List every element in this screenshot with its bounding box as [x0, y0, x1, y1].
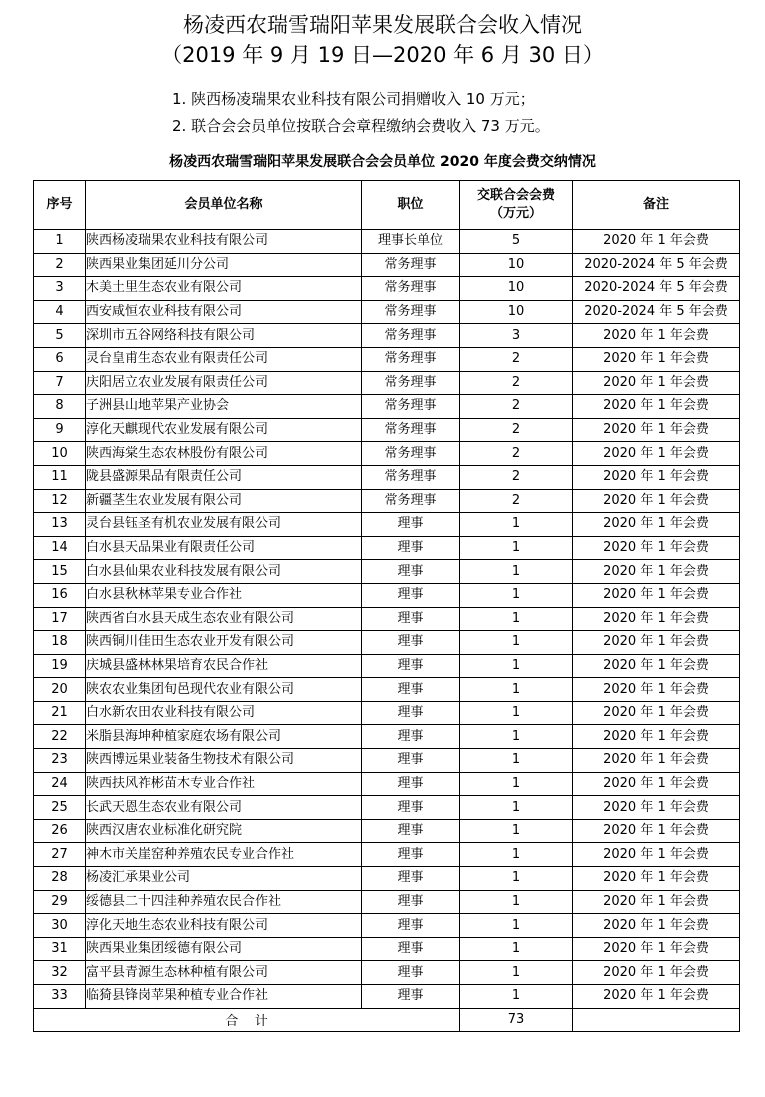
- cell-fee: 2: [460, 347, 573, 371]
- cell-fee: 1: [460, 914, 573, 938]
- cell-fee: 2: [460, 489, 573, 513]
- cell-note: 2020 年 1 年会费: [573, 513, 740, 537]
- cell-member-name: 陕西果业集团绥德有限公司: [86, 937, 362, 961]
- cell-no: 8: [34, 395, 86, 419]
- table-row: [34, 324, 740, 348]
- membership-fee-table: [33, 180, 740, 1032]
- cell-fee: 1: [460, 772, 573, 796]
- table-row: [34, 465, 740, 489]
- table-row: [34, 772, 740, 796]
- table-row: [34, 961, 740, 985]
- cell-member-name: 陕西铜川佳田生态农业开发有限公司: [86, 631, 362, 655]
- cell-note: 2020 年 1 年会费: [573, 654, 740, 678]
- cell-note: 2020-2024 年 5 年会费: [573, 277, 740, 301]
- cell-no: 9: [34, 418, 86, 442]
- cell-role: 理事: [362, 772, 460, 796]
- cell-fee: 1: [460, 867, 573, 891]
- table-row: [34, 277, 740, 301]
- cell-note: 2020 年 1 年会费: [573, 607, 740, 631]
- table-row: [34, 678, 740, 702]
- cell-fee: 1: [460, 678, 573, 702]
- cell-note: 2020 年 1 年会费: [573, 230, 740, 254]
- cell-fee: 1: [460, 985, 573, 1009]
- cell-no: 13: [34, 513, 86, 537]
- cell-role: 理事: [362, 678, 460, 702]
- table-caption: 杨凌西农瑞雪瑞阳苹果发展联合会会员单位 2020 年度会费交纳情况: [169, 154, 596, 170]
- cell-no: 26: [34, 819, 86, 843]
- cell-member-name: 木美土里生态农业有限公司: [86, 277, 362, 301]
- cell-role: 常务理事: [362, 277, 460, 301]
- cell-fee: 1: [460, 631, 573, 655]
- cell-note: 2020 年 1 年会费: [573, 890, 740, 914]
- cell-role: 常务理事: [362, 253, 460, 277]
- cell-fee: 1: [460, 701, 573, 725]
- cell-role: 常务理事: [362, 465, 460, 489]
- cell-member-name: 米脂县海坤种植家庭农场有限公司: [86, 725, 362, 749]
- cell-fee: 3: [460, 324, 573, 348]
- cell-fee: 10: [460, 277, 573, 301]
- cell-role: 理事: [362, 583, 460, 607]
- cell-no: 7: [34, 371, 86, 395]
- total-note: [573, 1008, 740, 1031]
- cell-member-name: 长武天恩生态农业有限公司: [86, 796, 362, 820]
- table-header-row: [34, 181, 740, 230]
- cell-member-name: 富平县青源生态林种植有限公司: [86, 961, 362, 985]
- cell-note: 2020 年 1 年会费: [573, 843, 740, 867]
- cell-role: 常务理事: [362, 324, 460, 348]
- cell-no: 19: [34, 654, 86, 678]
- table-row: [34, 300, 740, 324]
- cell-no: 25: [34, 796, 86, 820]
- cell-fee: 1: [460, 607, 573, 631]
- cell-note: 2020 年 1 年会费: [573, 867, 740, 891]
- cell-member-name: 庆阳居立农业发展有限责任公司: [86, 371, 362, 395]
- cell-member-name: 陕西海棠生态农林股份有限公司: [86, 442, 362, 466]
- cell-note: 2020 年 1 年会费: [573, 583, 740, 607]
- cell-note: 2020 年 1 年会费: [573, 914, 740, 938]
- cell-fee: 1: [460, 560, 573, 584]
- cell-member-name: 陕农农业集团旬邑现代农业有限公司: [86, 678, 362, 702]
- cell-member-name: 西安咸恒农业科技有限公司: [86, 300, 362, 324]
- cell-note: 2020 年 1 年会费: [573, 701, 740, 725]
- cell-fee: 1: [460, 937, 573, 961]
- table-row: [34, 796, 740, 820]
- cell-no: 1: [34, 230, 86, 254]
- table-row: [34, 819, 740, 843]
- cell-member-name: 白水县秋林苹果专业合作社: [86, 583, 362, 607]
- cell-no: 17: [34, 607, 86, 631]
- table-row: [34, 890, 740, 914]
- cell-no: 29: [34, 890, 86, 914]
- cell-no: 4: [34, 300, 86, 324]
- cell-no: 21: [34, 701, 86, 725]
- header-no: 序号: [34, 181, 86, 230]
- cell-role: 常务理事: [362, 489, 460, 513]
- table-row: [34, 914, 740, 938]
- cell-fee: 1: [460, 796, 573, 820]
- cell-member-name: 深圳市五谷网络科技有限公司: [86, 324, 362, 348]
- cell-note: 2020-2024 年 5 年会费: [573, 253, 740, 277]
- cell-no: 28: [34, 867, 86, 891]
- table-row: [34, 843, 740, 867]
- income-note: 2. 联合会会员单位按联合会章程缴纳会费收入 73 万元。: [172, 117, 550, 135]
- cell-role: 理事: [362, 867, 460, 891]
- header-fee-line2: （万元）: [489, 206, 542, 221]
- cell-no: 16: [34, 583, 86, 607]
- cell-role: 理事: [362, 654, 460, 678]
- cell-fee: 10: [460, 300, 573, 324]
- cell-member-name: 淳化天麒现代农业发展有限公司: [86, 418, 362, 442]
- table-row: [34, 631, 740, 655]
- cell-note: 2020 年 1 年会费: [573, 395, 740, 419]
- cell-fee: 1: [460, 890, 573, 914]
- cell-role: 理事: [362, 961, 460, 985]
- cell-note: 2020 年 1 年会费: [573, 819, 740, 843]
- cell-member-name: 子洲县山地苹果产业协会: [86, 395, 362, 419]
- cell-member-name: 临猗县锋岗苹果种植专业合作社: [86, 985, 362, 1009]
- cell-no: 27: [34, 843, 86, 867]
- header-note: 备注: [573, 181, 740, 230]
- table-row: [34, 985, 740, 1009]
- cell-no: 20: [34, 678, 86, 702]
- table-row: [34, 560, 740, 584]
- cell-role: 理事: [362, 796, 460, 820]
- cell-note: 2020-2024 年 5 年会费: [573, 300, 740, 324]
- cell-fee: 2: [460, 465, 573, 489]
- table-row: [34, 725, 740, 749]
- cell-note: 2020 年 1 年会费: [573, 418, 740, 442]
- cell-note: 2020 年 1 年会费: [573, 796, 740, 820]
- cell-role: 理事: [362, 914, 460, 938]
- cell-role: 常务理事: [362, 347, 460, 371]
- cell-no: 22: [34, 725, 86, 749]
- cell-no: 33: [34, 985, 86, 1009]
- cell-member-name: 陕西汉唐农业标准化研究院: [86, 819, 362, 843]
- table-row: [34, 347, 740, 371]
- cell-note: 2020 年 1 年会费: [573, 725, 740, 749]
- cell-role: 理事: [362, 536, 460, 560]
- cell-member-name: 新疆茎生农业发展有限公司: [86, 489, 362, 513]
- document-period: （2019 年 9 月 19 日—2020 年 6 月 30 日）: [161, 43, 604, 67]
- cell-note: 2020 年 1 年会费: [573, 678, 740, 702]
- cell-role: 常务理事: [362, 300, 460, 324]
- cell-member-name: 灵台皇甫生态农业有限责任公司: [86, 347, 362, 371]
- cell-no: 23: [34, 749, 86, 773]
- table-row: [34, 513, 740, 537]
- total-label: 合 计: [34, 1008, 460, 1031]
- cell-member-name: 杨凌汇承果业公司: [86, 867, 362, 891]
- cell-note: 2020 年 1 年会费: [573, 749, 740, 773]
- cell-member-name: 陕西博远果业装备生物技术有限公司: [86, 749, 362, 773]
- cell-fee: 1: [460, 725, 573, 749]
- cell-fee: 1: [460, 654, 573, 678]
- cell-no: 10: [34, 442, 86, 466]
- cell-role: 理事: [362, 631, 460, 655]
- table-row: [34, 253, 740, 277]
- cell-fee: 1: [460, 961, 573, 985]
- cell-member-name: 白水新农田农业科技有限公司: [86, 701, 362, 725]
- header-fee: [460, 181, 573, 230]
- cell-note: 2020 年 1 年会费: [573, 772, 740, 796]
- cell-no: 18: [34, 631, 86, 655]
- cell-role: 常务理事: [362, 442, 460, 466]
- cell-role: 理事: [362, 937, 460, 961]
- cell-no: 24: [34, 772, 86, 796]
- cell-role: 理事: [362, 560, 460, 584]
- cell-member-name: 陇县盛源果品有限责任公司: [86, 465, 362, 489]
- header-name: 会员单位名称: [86, 181, 362, 230]
- table-row: [34, 654, 740, 678]
- cell-fee: 10: [460, 253, 573, 277]
- cell-no: 2: [34, 253, 86, 277]
- cell-note: 2020 年 1 年会费: [573, 631, 740, 655]
- cell-note: 2020 年 1 年会费: [573, 347, 740, 371]
- cell-fee: 2: [460, 418, 573, 442]
- cell-fee: 1: [460, 536, 573, 560]
- cell-no: 5: [34, 324, 86, 348]
- cell-member-name: 陕西杨凌瑞果农业科技有限公司: [86, 230, 362, 254]
- cell-note: 2020 年 1 年会费: [573, 324, 740, 348]
- table-row: [34, 749, 740, 773]
- cell-role: 理事: [362, 890, 460, 914]
- cell-fee: 2: [460, 395, 573, 419]
- cell-fee: 5: [460, 230, 573, 254]
- cell-no: 3: [34, 277, 86, 301]
- header-fee-line1: 交联合会会费: [476, 188, 555, 203]
- cell-role: 常务理事: [362, 371, 460, 395]
- cell-note: 2020 年 1 年会费: [573, 465, 740, 489]
- cell-note: 2020 年 1 年会费: [573, 489, 740, 513]
- cell-member-name: 陕西扶风祚彬苗木专业合作社: [86, 772, 362, 796]
- cell-fee: 2: [460, 442, 573, 466]
- cell-role: 理事: [362, 513, 460, 537]
- cell-member-name: 白水县仙果农业科技发展有限公司: [86, 560, 362, 584]
- cell-fee: 2: [460, 371, 573, 395]
- cell-fee: 1: [460, 749, 573, 773]
- table-row: [34, 536, 740, 560]
- cell-note: 2020 年 1 年会费: [573, 371, 740, 395]
- table-row: [34, 371, 740, 395]
- income-note: 1. 陕西杨凌瑞果农业科技有限公司捐赠收入 10 万元；: [172, 90, 535, 108]
- cell-role: 理事: [362, 607, 460, 631]
- cell-note: 2020 年 1 年会费: [573, 961, 740, 985]
- cell-role: 理事: [362, 985, 460, 1009]
- cell-member-name: 灵台县钰圣有机农业发展有限公司: [86, 513, 362, 537]
- cell-note: 2020 年 1 年会费: [573, 560, 740, 584]
- cell-member-name: 庆城县盛林林果培育农民合作社: [86, 654, 362, 678]
- cell-note: 2020 年 1 年会费: [573, 536, 740, 560]
- cell-member-name: 淳化天地生态农业科技有限公司: [86, 914, 362, 938]
- table-row: [34, 230, 740, 254]
- cell-no: 30: [34, 914, 86, 938]
- total-row: [34, 1008, 740, 1031]
- table-row: [34, 442, 740, 466]
- cell-member-name: 陕西果业集团延川分公司: [86, 253, 362, 277]
- cell-role: 理事: [362, 843, 460, 867]
- cell-fee: 1: [460, 513, 573, 537]
- cell-member-name: 白水县天品果业有限责任公司: [86, 536, 362, 560]
- table-row: [34, 607, 740, 631]
- cell-no: 11: [34, 465, 86, 489]
- table-row: [34, 583, 740, 607]
- table-row: [34, 395, 740, 419]
- table-row: [34, 701, 740, 725]
- cell-member-name: 神木市关崖窑种养殖农民专业合作社: [86, 843, 362, 867]
- cell-role: 理事: [362, 819, 460, 843]
- cell-no: 31: [34, 937, 86, 961]
- table-row: [34, 867, 740, 891]
- cell-no: 12: [34, 489, 86, 513]
- cell-role: 理事: [362, 749, 460, 773]
- cell-fee: 1: [460, 843, 573, 867]
- cell-role: 常务理事: [362, 418, 460, 442]
- total-fee: 73: [460, 1008, 573, 1031]
- cell-no: 32: [34, 961, 86, 985]
- table-row: [34, 937, 740, 961]
- income-notes: [172, 86, 550, 140]
- cell-no: 6: [34, 347, 86, 371]
- cell-member-name: 陕西省白水县天成生态农业有限公司: [86, 607, 362, 631]
- cell-note: 2020 年 1 年会费: [573, 985, 740, 1009]
- cell-member-name: 绥德县二十四洼种养殖农民合作社: [86, 890, 362, 914]
- header-role: 职位: [362, 181, 460, 230]
- cell-note: 2020 年 1 年会费: [573, 442, 740, 466]
- table-row: [34, 489, 740, 513]
- cell-role: 常务理事: [362, 395, 460, 419]
- cell-role: 理事: [362, 701, 460, 725]
- cell-role: 理事: [362, 725, 460, 749]
- cell-fee: 1: [460, 819, 573, 843]
- document-title: 杨凌西农瑞雪瑞阳苹果发展联合会收入情况: [183, 13, 582, 37]
- table-row: [34, 418, 740, 442]
- cell-no: 15: [34, 560, 86, 584]
- cell-role: 理事长单位: [362, 230, 460, 254]
- cell-no: 14: [34, 536, 86, 560]
- cell-fee: 1: [460, 583, 573, 607]
- cell-note: 2020 年 1 年会费: [573, 937, 740, 961]
